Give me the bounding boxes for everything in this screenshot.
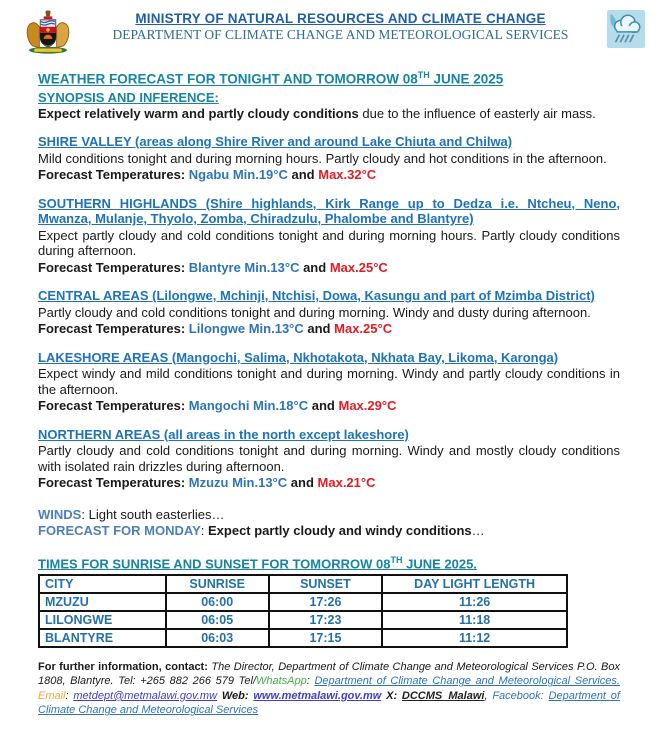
times-date: JUNE 2025.: [406, 555, 477, 571]
region-section-southern-highlands: [38, 196, 620, 276]
whatsapp-label: WhatsApp: [256, 675, 307, 688]
comma: ,: [484, 689, 488, 702]
temps-min: Blantyre Min.13°C: [188, 259, 300, 275]
cell-daylight: 11:26: [382, 593, 567, 611]
ministry-title: MINISTRY OF NATURAL RESOURCES AND CLIMATE CHANGE: [135, 11, 546, 26]
header-titles: [74, 9, 607, 43]
winds-forecast-block: [38, 507, 620, 539]
monday-colon: :: [200, 523, 205, 538]
cell-sunrise: 06:05: [166, 611, 269, 629]
cloud-rain-icon: [607, 10, 645, 48]
col-daylight: DAY LIGHT LENGTH: [382, 575, 567, 593]
region-body: Partly cloudy and cold conditions tonight and during morning. Windy and dusty during afternoon.: [38, 304, 591, 320]
cell-sunset: 17:15: [269, 629, 383, 647]
temps-label: Forecast Temperatures:: [38, 398, 186, 413]
cell-sunset: 17:26: [269, 593, 383, 611]
forecast-temperatures: [38, 321, 620, 337]
temps-max: Max.25°C: [334, 321, 393, 336]
temps-max: Max.21°C: [317, 475, 376, 490]
email-link[interactable]: metdept@metmalawi.gov.mw: [73, 689, 218, 702]
region-body: Partly cloudy and cold conditions tonight and during morning. Windy and mostly cloudy conditions with isolated rain drizzles during afternoon.: [38, 443, 620, 474]
contact-director: The Director, Department of Climate Change and Meteorological Services P.O. Box 1808, Blantyre. Tel: +265 882 266 579 Tel/: [38, 660, 620, 688]
temps-and: and: [311, 398, 335, 413]
contact-label: For further information, contact:: [38, 660, 208, 673]
whatsapp-link[interactable]: Department of Climate Change and Meteorological Services.: [314, 675, 620, 688]
region-section-northern-areas: [38, 427, 620, 491]
table-header-row: [39, 575, 567, 593]
temps-and: and: [290, 475, 314, 490]
temps-and: and: [303, 259, 327, 275]
title-ordinal: TH: [417, 70, 430, 80]
region-heading: NORTHERN AREAS (all areas in the north except lakeshore): [38, 426, 409, 442]
cell-sunrise: 06:03: [166, 629, 269, 647]
cell-city: LILONGWE: [39, 611, 166, 629]
title-date: JUNE 2025: [433, 71, 504, 87]
temps-and: and: [291, 167, 315, 182]
document-body: [0, 55, 657, 718]
region-section-central-areas: [38, 288, 620, 337]
temps-label: Forecast Temperatures:: [38, 321, 186, 336]
cell-city: BLANTYRE: [39, 629, 166, 647]
region-body: Expect partly cloudy and cold conditions tonight and during morning hours. Partly cloudy conditions during afternoon.: [38, 227, 620, 258]
region-section-shire-valley: [38, 134, 620, 183]
email-label: Email: [38, 689, 66, 702]
x-handle-link[interactable]: DCCMS_Malawi: [401, 689, 485, 702]
temps-and: and: [307, 321, 331, 336]
forecast-temperatures: [38, 260, 620, 276]
colon: :: [65, 689, 69, 702]
table-row-mzuzu: [39, 593, 567, 611]
x-label: X:: [386, 689, 398, 702]
winds-line: [38, 507, 620, 523]
title-text: WEATHER FORECAST FOR TONIGHT AND TOMORROW 08: [38, 71, 418, 87]
winds-colon: :: [81, 506, 85, 522]
cell-daylight: 11:12: [382, 629, 567, 647]
cell-sunset: 17:23: [269, 611, 383, 629]
facebook-link[interactable]: Department of Climate Change and Meteorological Services: [38, 689, 620, 717]
monday-bold: Expect partly cloudy and windy conditions: [208, 523, 472, 538]
synopsis-text: [38, 106, 620, 122]
cell-city: MZUZU: [39, 593, 166, 611]
region-heading: SHIRE VALLEY (areas along Shire River and around Lake Chiuta and Chilwa): [38, 134, 513, 149]
col-sunrise: SUNRISE: [166, 575, 269, 593]
temps-label: Forecast Temperatures:: [38, 259, 186, 275]
cell-sunrise: 06:00: [166, 593, 269, 611]
forecast-temperatures: [38, 167, 620, 183]
table-header: [39, 575, 567, 593]
sunrise-sunset-table: [38, 574, 568, 648]
synopsis-bold: Expect relatively warm and partly cloudy conditions: [38, 105, 359, 121]
table-row-blantyre: [39, 629, 567, 647]
synopsis-rest: due to the influence of easterly air mass.: [362, 105, 596, 121]
temps-label: Forecast Temperatures:: [38, 167, 186, 182]
forecast-temperatures: [38, 475, 620, 491]
website-link[interactable]: www.metmalawi.gov.mw: [253, 689, 382, 702]
table-body: [39, 593, 567, 647]
temps-max: Max.32°C: [318, 167, 377, 182]
region-body: Expect windy and mild conditions tonight and during morning. Windy and partly cloudy conditions in the afternoon.: [38, 366, 620, 397]
web-label: Web:: [221, 689, 249, 702]
col-sunset: SUNSET: [269, 575, 383, 593]
temps-min: Ngabu Min.19°C: [188, 167, 288, 182]
temps-min: Mzuzu Min.13°C: [188, 475, 288, 490]
temps-min: Mangochi Min.18°C: [188, 398, 309, 413]
winds-text: Light south easterlies…: [88, 506, 225, 522]
document-header: [0, 0, 657, 55]
cell-daylight: 11:18: [382, 611, 567, 629]
temps-max: Max.25°C: [329, 259, 388, 275]
monday-forecast-line: [38, 523, 620, 539]
department-subtitle: DEPARTMENT OF CLIMATE CHANGE AND METEOROLOGICAL SERVICES: [112, 27, 569, 42]
forecast-temperatures: [38, 398, 620, 414]
region-heading: SOUTHERN HIGHLANDS (Shire highlands, Kirk Range up to Dedza i.e. Ntcheu, Neno, Mwanza, Mulanje, Thyolo, Zomba, Chiradzulu, Phalombe and Blantyre): [38, 195, 620, 226]
facebook-label: Facebook:: [492, 689, 544, 702]
synopsis-heading: SYNOPSIS AND INFERENCE:: [38, 89, 219, 105]
monday-ellipsis: …: [471, 523, 485, 538]
page-title: [38, 70, 620, 87]
region-section-lakeshore-areas: [38, 350, 620, 414]
colon: :: [306, 675, 310, 688]
malawi-coat-of-arms-icon: [22, 9, 74, 55]
region-body: Mild conditions tonight and during morning hours. Partly cloudy and hot conditions in the afternoon.: [38, 150, 607, 166]
table-row-lilongwe: [39, 611, 567, 629]
times-ordinal: TH: [390, 554, 403, 565]
monday-label: FORECAST FOR MONDAY: [38, 523, 201, 538]
sunrise-sunset-heading: [38, 555, 620, 571]
col-city: CITY: [39, 575, 166, 593]
times-text: TIMES FOR SUNRISE AND SUNSET FOR TOMORROW 08: [38, 555, 391, 571]
temps-min: Lilongwe Min.13°C: [188, 321, 304, 336]
region-heading: CENTRAL AREAS (Lilongwe, Mchinji, Ntchisi, Dowa, Kasungu and part of Mzimba District): [38, 288, 595, 303]
temps-max: Max.29°C: [338, 398, 397, 413]
winds-label: WINDS: [38, 506, 82, 522]
contact-footer: [38, 660, 620, 718]
temps-label: Forecast Temperatures:: [38, 475, 186, 490]
region-heading: LAKESHORE AREAS (Mangochi, Salima, Nkhotakota, Nkhata Bay, Likoma, Karonga): [38, 349, 559, 365]
